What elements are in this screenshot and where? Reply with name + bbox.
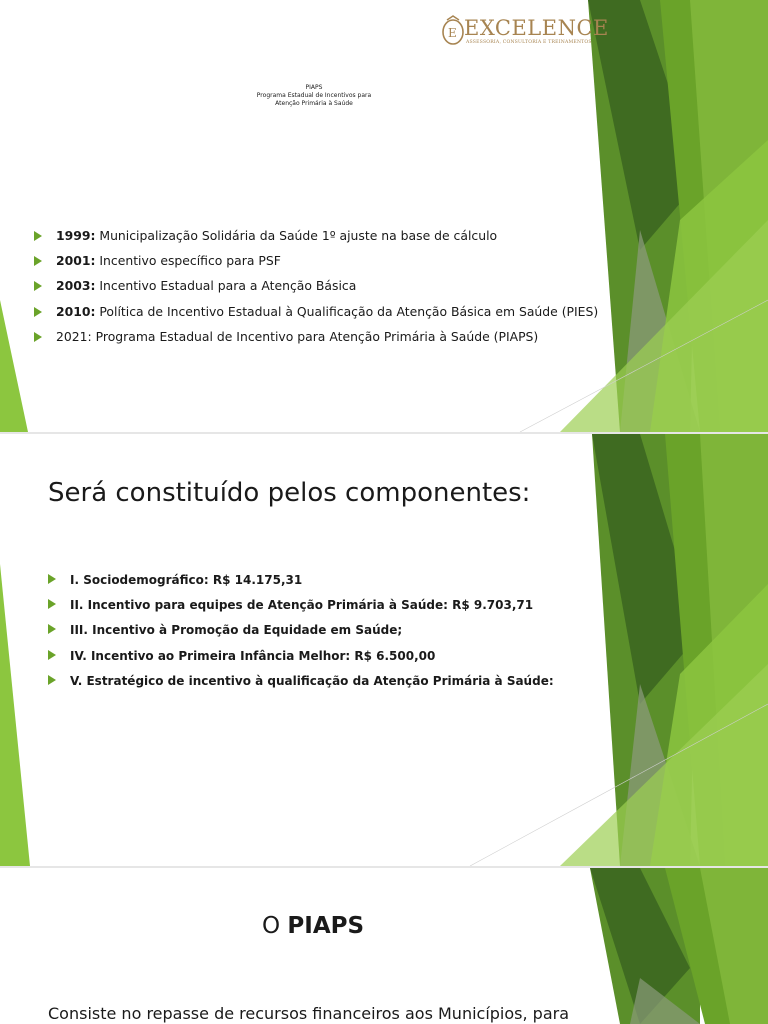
bullet-arrow-icon: [34, 256, 42, 266]
slide-3-body: Consiste no repasse de recursos financeiros aos Municípios, para: [48, 1004, 570, 1023]
item-text: Incentivo específico para PSF: [95, 253, 281, 269]
item-text: I. Sociodemográfico: R$ 14.175,31: [70, 573, 303, 587]
item-text: III. Incentivo à Promoção da Equidade em Saúde;: [70, 623, 403, 638]
slide-1: [0, 0, 768, 432]
list-item: [48, 648, 554, 673]
item-year: 2010:: [56, 303, 96, 319]
bullet-arrow-icon: [48, 624, 56, 634]
item-text: IV. Incentivo ao Primeira Infância Melhor: R$ 6.500,00: [70, 648, 436, 663]
list-item: [34, 253, 598, 278]
slide-1-title: [230, 84, 398, 108]
slide-3: [0, 868, 768, 1024]
logo-wordmark: EXCELENCE: [464, 16, 609, 40]
list-item: [34, 278, 598, 303]
bullet-arrow-icon: [48, 650, 56, 660]
item-text: Política de Incentivo Estadual à Qualificação da Atenção Básica em Saúde (PIES): [95, 303, 599, 319]
slide-3-title: [262, 913, 364, 939]
bullet-arrow-icon: [34, 332, 42, 342]
item-text: Incentivo Estadual para a Atenção Básica: [95, 278, 357, 294]
list-item: [48, 572, 554, 597]
item-text: Municipalização Solidária da Saúde 1º ajuste na base de cálculo: [95, 228, 498, 243]
list-item: [34, 228, 598, 253]
svg-text:E: E: [448, 26, 457, 40]
bullet-arrow-icon: [48, 675, 56, 685]
green-decoration: [0, 0, 768, 432]
title-prefix: O: [262, 913, 288, 939]
slide-2: [0, 434, 768, 866]
item-text: 2021: Programa Estadual de Incentivo para Atenção Primária à Saúde (PIAPS): [56, 328, 539, 344]
list-item: [34, 329, 598, 354]
title-bold: PIAPS: [287, 913, 365, 939]
crest-icon: [440, 14, 466, 48]
list-item: [34, 304, 598, 329]
title-line: Programa Estadual de Incentivos para: [256, 92, 372, 99]
bullet-arrow-icon: [34, 281, 42, 291]
item-text: II. Incentivo para equipes de Atenção Primária à Saúde: R$ 9.703,71: [70, 598, 534, 613]
item-text: V. Estratégico de incentivo à qualificação da Atenção Primária à Saúde:: [70, 673, 554, 688]
title-line: PIAPS: [305, 84, 323, 91]
logo-tagline: ASSESSORIA, CONSULTORIA E TREINAMENTOS: [466, 40, 592, 45]
slide-2-title: Será constituído pelos componentes:: [48, 478, 531, 508]
components-list: [48, 572, 554, 698]
bullet-arrow-icon: [34, 231, 42, 241]
bullet-arrow-icon: [48, 599, 56, 609]
list-item: [48, 597, 554, 622]
bullet-arrow-icon: [48, 574, 56, 584]
item-year: 2001:: [56, 253, 96, 269]
history-list: [34, 228, 598, 354]
bullet-arrow-icon: [34, 307, 42, 317]
green-decoration: [0, 868, 768, 1024]
item-year: 1999:: [56, 228, 96, 243]
item-year: 2003:: [56, 278, 96, 294]
list-item: [48, 622, 554, 647]
title-line: Atenção Primária à Saúde: [275, 100, 353, 107]
list-item: [48, 673, 554, 698]
